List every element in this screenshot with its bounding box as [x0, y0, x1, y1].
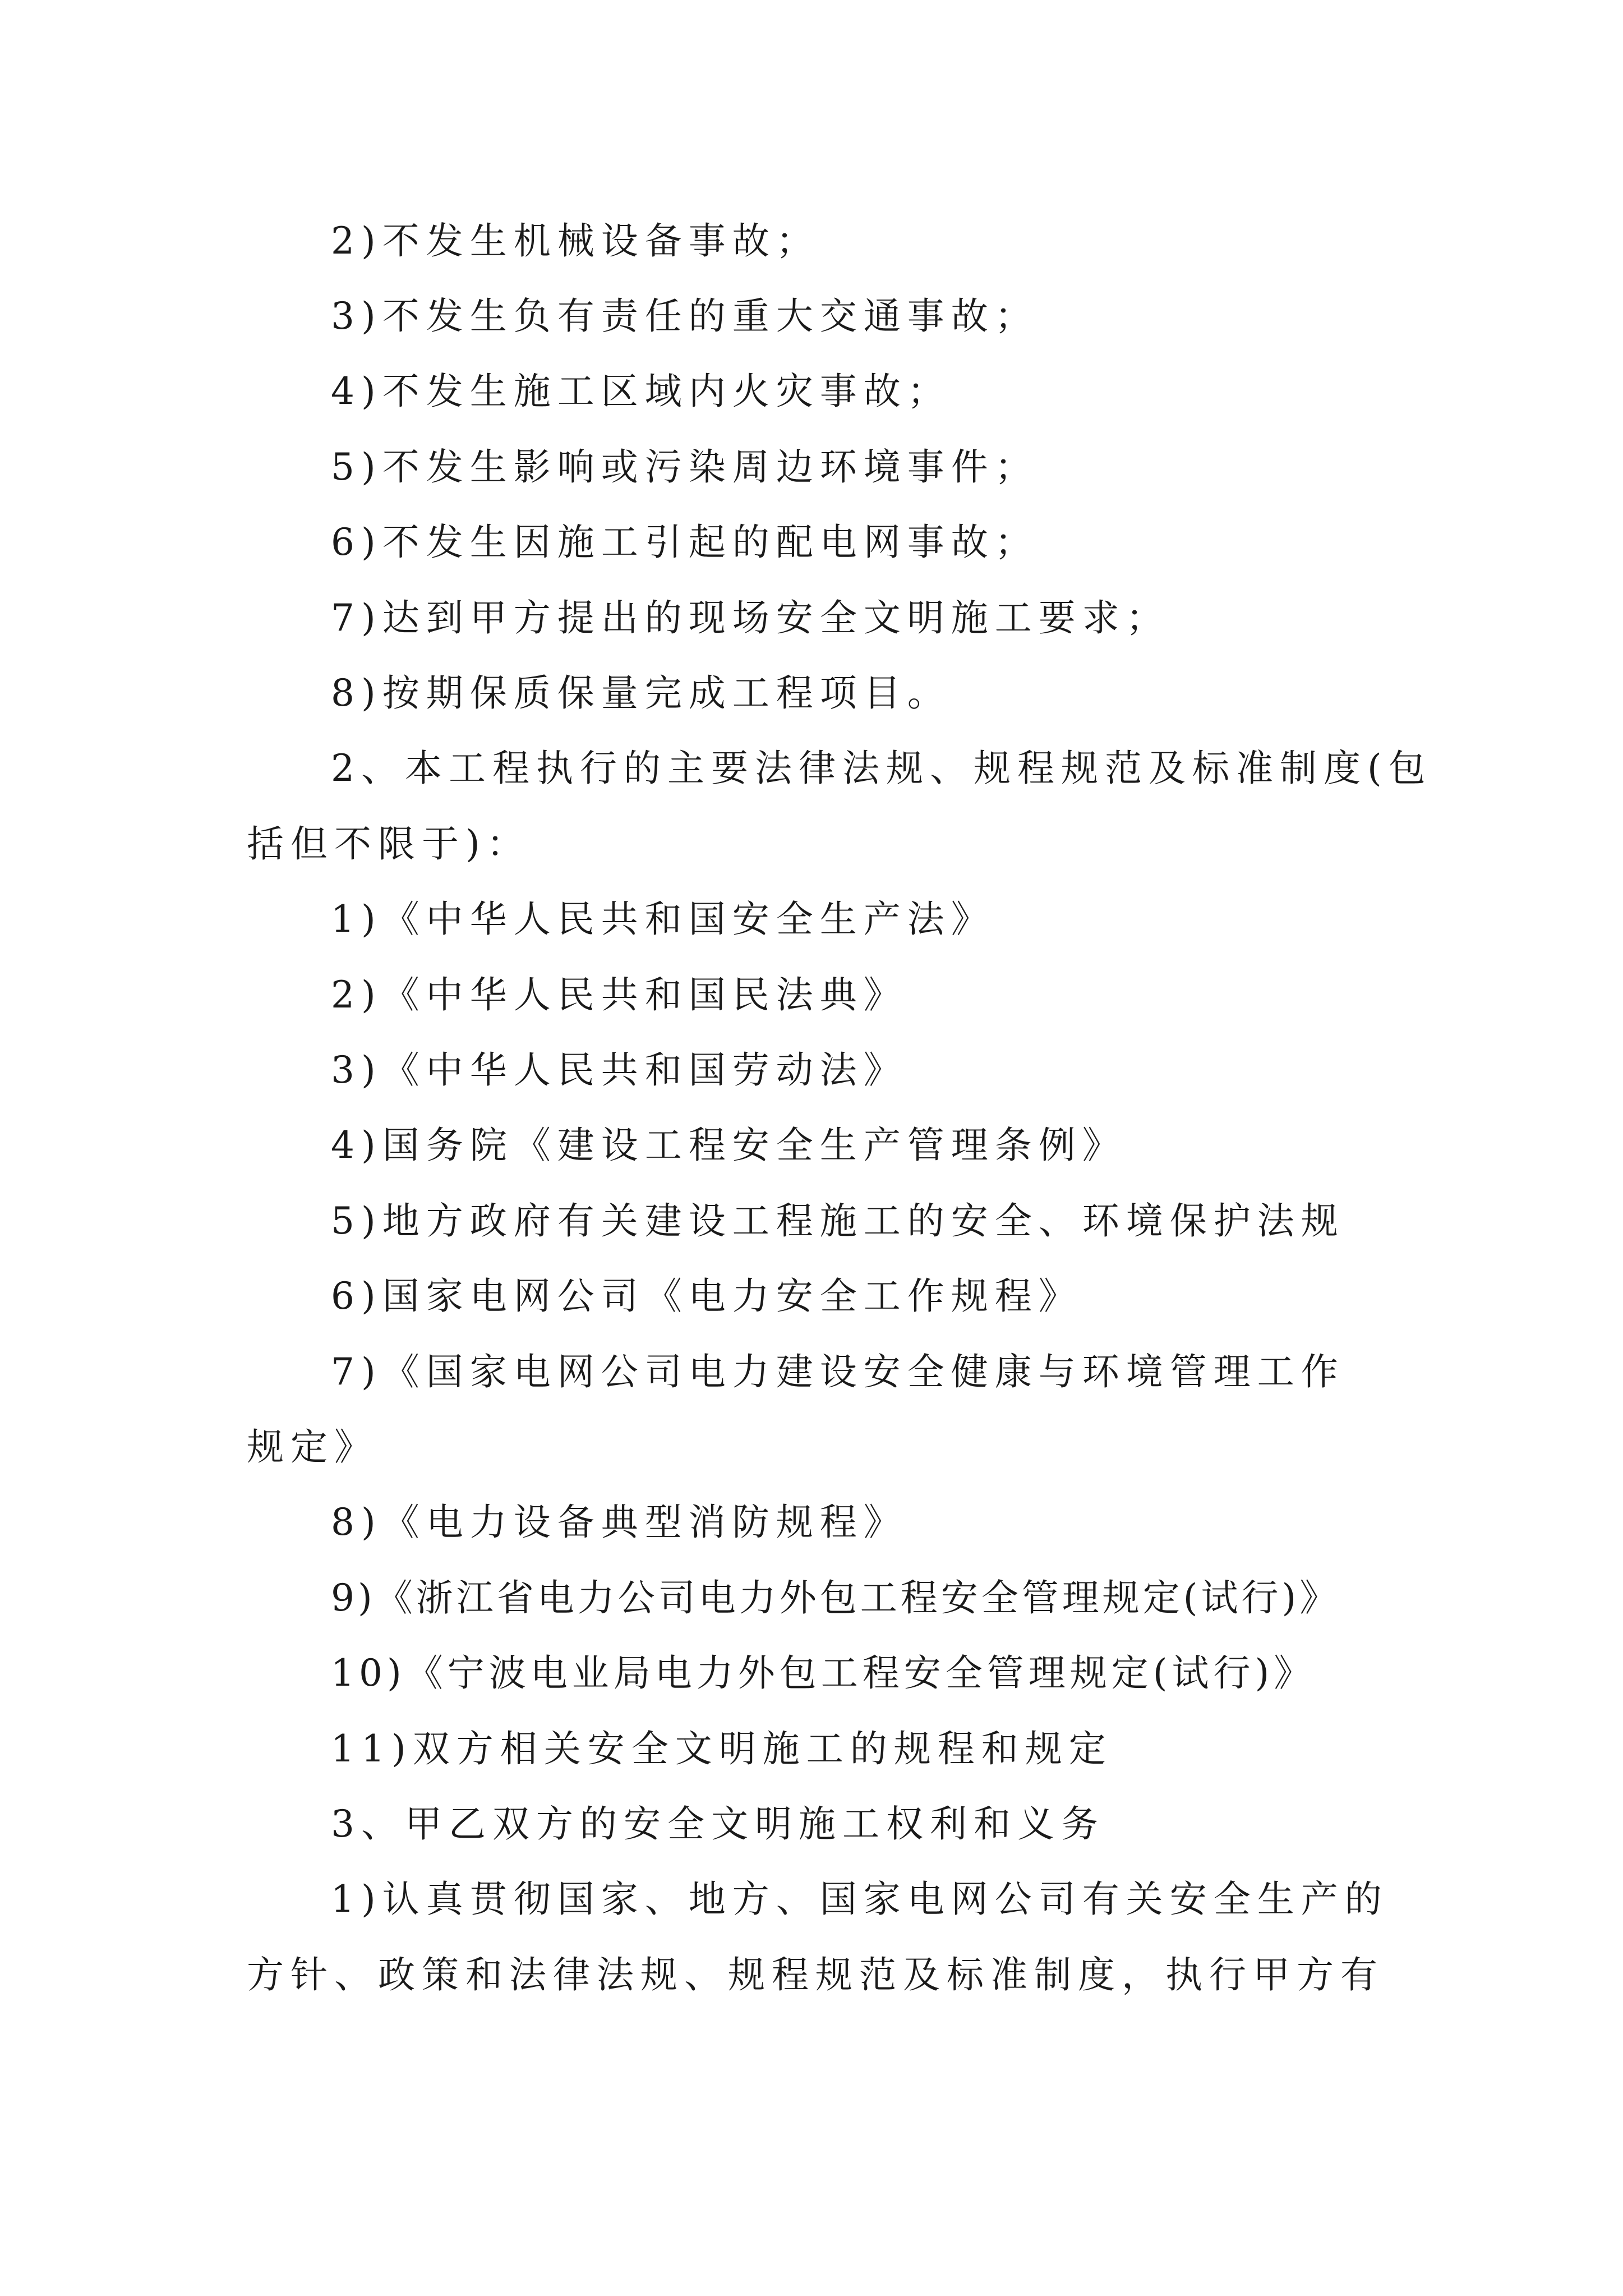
text-line: 8)按期保质保量完成工程项目。: [331, 671, 951, 715]
text-line: 2)不发生机械设备事故；: [331, 219, 820, 263]
text-line: 规定》: [247, 1425, 378, 1469]
text-line: 7)达到甲方提出的现场安全文明施工要求；: [331, 596, 1170, 639]
text-line: 7)《国家电网公司电力建设安全健康与环境管理工作: [331, 1350, 1345, 1393]
text-line: 11)双方相关安全文明施工的规程和规定: [331, 1727, 1113, 1770]
text-line: 3)《中华人民共和国劳动法》: [331, 1048, 907, 1092]
text-line: 3)不发生负有责任的重大交通事故；: [331, 295, 1039, 338]
text-line: 3、甲乙双方的安全文明施工权利和义务: [331, 1802, 1105, 1846]
text-line: 6)不发生因施工引起的配电网事故；: [331, 521, 1039, 564]
text-line: 括但不限于)：: [247, 822, 531, 866]
text-line: 9)《浙江省电力公司电力外包工程安全管理规定(试行)》: [331, 1576, 1340, 1619]
text-line: 2、本工程执行的主要法律法规、规程规范及标准制度(包: [331, 747, 1432, 790]
text-line: 方针、政策和法律法规、规程规范及标准制度，执行甲方有: [247, 1953, 1384, 1996]
text-line: 2)《中华人民共和国民法典》: [331, 973, 907, 1016]
text-line: 10)《宁波电业局电力外包工程安全管理规定(试行)》: [331, 1651, 1316, 1695]
text-line: 1)认真贯彻国家、地方、国家电网公司有关安全生产的: [331, 1878, 1389, 1921]
text-line: 4)国务院《建设工程安全生产管理条例》: [331, 1124, 1126, 1167]
text-line: 8)《电力设备典型消防规程》: [331, 1501, 907, 1544]
text-line: 5)不发生影响或污染周边环境事件；: [331, 445, 1039, 489]
text-line: 6)国家电网公司《电力安全工作规程》: [331, 1274, 1082, 1318]
text-line: 4)不发生施工区域内火灾事故；: [331, 370, 951, 413]
text-line: 1)《中华人民共和国安全生产法》: [331, 898, 995, 941]
text-line: 5)地方政府有关建设工程施工的安全、环境保护法规: [331, 1199, 1345, 1243]
